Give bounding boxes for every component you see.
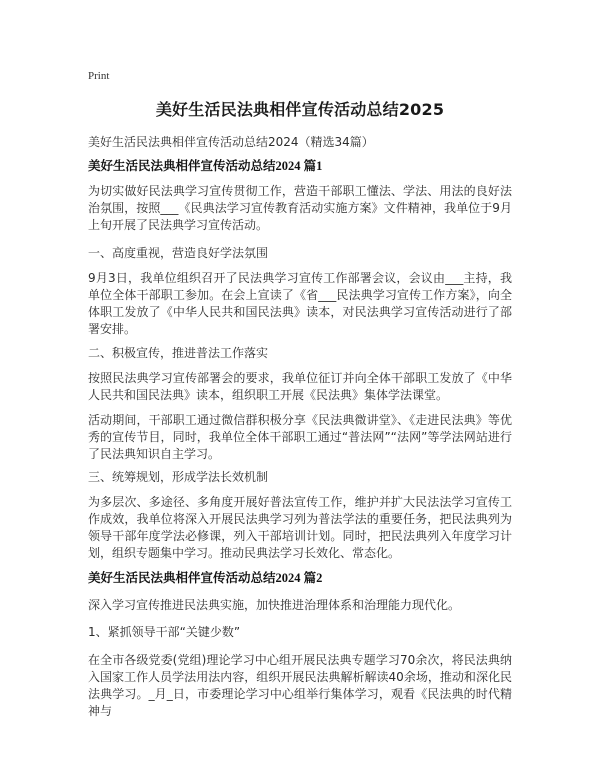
- document-title: 美好生活民法典相伴宣传活动总结2025: [155, 100, 445, 119]
- article-2-intro-paragraph: 深入学习宣传推进民法典实施，加快推进治理体系和治理能力现代化。: [88, 598, 461, 612]
- document-subtitle: 美好生活民法典相伴宣传活动总结2024（精选34篇）: [88, 135, 374, 149]
- article-1-section-1-paragraph: 9月3日，我单位组织召开了民法典学习宣传工作部署会议，会议由___主持，我单位全体干部职工参加。在会上宣读了《省___民法典学习宣传工作方案》，向全体职工发放了《中华人民共和国民法典》读本，对民法典学习宣传活动进行了部署安排。: [88, 271, 512, 336]
- article-1-section-2-paragraph-b: 活动期间，干部职工通过微信群积极分享《民法典微讲堂》、《走进民法典》等优秀的宣传节目，同时，我单位全体干部职工通过“普法网”“法网”等学法网站进行了民法典知识自主学习。: [88, 413, 512, 461]
- article-2-section-1-heading: 1、紧抓领导干部“关键少数”: [88, 625, 241, 639]
- article-1-intro-paragraph: 为切实做好民法典学习宣传贯彻工作，营造干部职工懂法、学法、用法的良好法治氛围，按照___《民典法学习宣传教育活动实施方案》文件精神，我单位于9月上旬开展了民法典学习宣传活动。: [88, 184, 512, 232]
- article-1-section-3-heading: 三、统筹规划，形成学法长效机制: [88, 470, 269, 484]
- article-1-section-2-paragraph-a: 按照民法典学习宣传部署会的要求，我单位征订并向全体干部职工发放了《中华人民共和国民法典》读本，组织职工开展《民法典》集体学法课堂。: [88, 371, 512, 402]
- print-link[interactable]: Print: [88, 70, 110, 82]
- article-1-heading: 美好生活民法典相伴宣传活动总结2024 篇1: [88, 159, 323, 173]
- article-1-section-2-heading: 二、积极宣传，推进普法工作落实: [88, 346, 269, 360]
- article-1-section-1-heading: 一、高度重视，营造良好学法氛围: [88, 246, 269, 260]
- article-1-section-3-paragraph: 为多层次、多途径、多角度开展好普法宣传工作，维护并扩大民法法学习宣传工作成效，我单位将深入开展民法典学习列为普法学法的重要任务，把民法典列为领导干部年度学法必修课，列入干部培训计划。同时，把民法典列入年度学习计划，组织专题集中学习。推动民典法学习长效化、常态化。: [88, 495, 512, 560]
- article-2-section-1-paragraph: 在全市各级党委(党组)理论学习中心组开展民法典专题学习70余次，将民法典纳入国家工作人员学法用法内容，组织开展民法典解析解读40余场，推动和深化民法典学习。_月_日，市委理论学习中心组举行集体学习，观看《民法典的时代精神与: [88, 653, 512, 718]
- article-2-heading: 美好生活民法典相伴宣传活动总结2024 篇2: [88, 571, 323, 585]
